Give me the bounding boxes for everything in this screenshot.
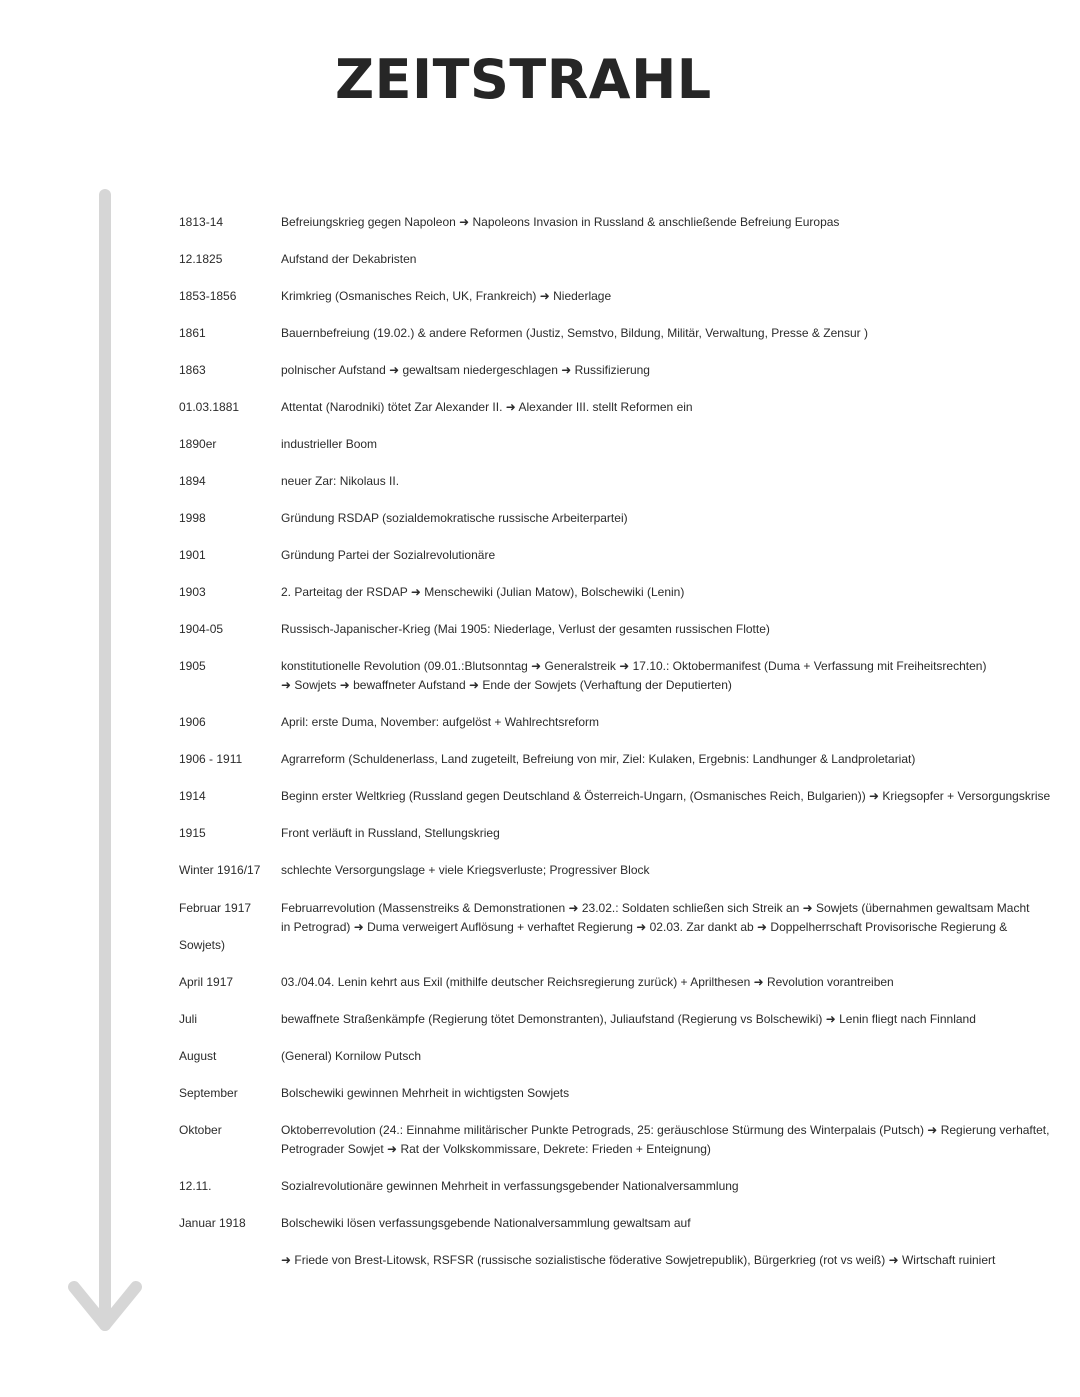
entry-date: April 1917 — [179, 975, 234, 989]
entry-text: Bolschewiki lösen verfassungsgebende Nationalversammlung gewaltsam auf — [281, 1216, 691, 1230]
entry-text: Krimkrieg (Osmanisches Reich, UK, Frankreich) ➜ Niederlage — [281, 289, 612, 303]
entry-date: 1861 — [179, 326, 206, 340]
entry-text: polnischer Aufstand ➜ gewaltsam niedergeschlagen ➜ Russifizierung — [281, 363, 650, 377]
entry-date: 1904-05 — [179, 622, 224, 636]
entry-date: 1906 - 1911 — [179, 752, 243, 766]
entry-text: (General) Kornilow Putsch — [281, 1049, 422, 1063]
timeline-line-icon — [60, 185, 150, 1345]
entry-date: 01.03.1881 — [179, 400, 240, 414]
entry-date-continued: Sowjets) — [179, 938, 226, 952]
page-title: ZEITSTRAHL — [335, 48, 712, 111]
entry-text: Bauernbefreiung (19.02.) & andere Reformen (Justiz, Semstvo, Bildung, Militär, Verwaltung, Presse & Zensur ) — [281, 326, 868, 340]
entry-date: 1901 — [179, 548, 206, 562]
entry-date: 1906 — [179, 715, 206, 729]
entry-date: 12.11. — [179, 1179, 212, 1193]
entry-text: Front verläuft in Russland, Stellungskrieg — [281, 826, 500, 840]
entry-text: Aufstand der Dekabristen — [281, 252, 417, 266]
entry-text: bewaffnete Straßenkämpfe (Regierung tötet Demonstranten), Juliaufstand (Regierung vs Bolschewiki) ➜ Lenin fliegt nach Finnland — [281, 1012, 976, 1026]
entry-date: Januar 1918 — [179, 1216, 246, 1230]
entry-date: September — [179, 1086, 238, 1100]
entry-text: Gründung Partei der Sozialrevolutionäre — [281, 548, 496, 562]
entry-text: schlechte Versorgungslage + viele Kriegsverluste; Progressiver Block — [281, 863, 650, 877]
entry-date: 1903 — [179, 585, 206, 599]
entry-text: Bolschewiki gewinnen Mehrheit in wichtigsten Sowjets — [281, 1086, 570, 1100]
entry-date: 1863 — [179, 363, 206, 377]
entry-text: 03./04.04. Lenin kehrt aus Exil (mithilfe deutscher Reichsregierung zurück) + Aprilthesen ➜ Revolution vorantreiben — [281, 975, 894, 989]
entry-date: 1894 — [179, 474, 206, 488]
entry-date: Oktober — [179, 1123, 222, 1137]
entry-text: Agrarreform (Schuldenerlass, Land zugeteilt, Befreiung von mir, Ziel: Kulaken, Ergebnis: Landhunger & Landproletariat) — [281, 752, 916, 766]
entry-text: ➜ Friede von Brest-Litowsk, RSFSR (russische sozialistische föderative Sowjetrepublik), Bürgerkrieg (rot vs weiß) ➜ Wirtschaft ruiniert — [281, 1253, 996, 1267]
entry-date: 1890er — [179, 437, 217, 451]
entry-text-continued: ➜ Sowjets ➜ bewaffneter Aufstand ➜ Ende der Sowjets (Verhaftung der Deputierten) — [281, 678, 732, 692]
entry-text: Gründung RSDAP (sozialdemokratische russische Arbeiterpartei) — [281, 511, 628, 525]
entry-text: April: erste Duma, November: aufgelöst + Wahlrechtsreform — [281, 715, 600, 729]
entry-date: 1853-1856 — [179, 289, 237, 303]
entry-text: industrieller Boom — [281, 437, 378, 451]
entry-date: 12.1825 — [179, 252, 223, 266]
entry-text-continued: in Petrograd) ➜ Duma verweigert Auflösung + verhaftet Regierung ➜ 02.03. Zar dankt ab ➜ Doppelherrschaft Provisorische Regierung & — [281, 920, 1008, 934]
entry-text: Beginn erster Weltkrieg (Russland gegen Deutschland & Österreich-Ungarn, (Osmanisches Reich, Bulgarien)) ➜ Kriegsopfer + Versorgungskrise — [281, 789, 1051, 803]
entry-text: neuer Zar: Nikolaus II. — [281, 474, 400, 488]
entry-text: Oktoberrevolution (24.: Einnahme militärischer Punkte Petrograds, 25: geräuschlose Stürmung des Winterpalais (Putsch) ➜ Regierung verhaftet, — [281, 1123, 1050, 1137]
entry-date: Februar 1917 — [179, 901, 252, 915]
entry-date: 1914 — [179, 789, 206, 803]
entry-text: Sozialrevolutionäre gewinnen Mehrheit in verfassungsgebender Nationalversammlung — [281, 1179, 739, 1193]
entry-date: 1905 — [179, 659, 206, 673]
entry-date: Winter 1916/17 — [179, 863, 261, 877]
entry-text: Russisch-Japanischer-Krieg (Mai 1905: Niederlage, Verlust der gesamten russischen Flotte) — [281, 622, 770, 636]
entry-text-continued: Petrograder Sowjet ➜ Rat der Volkskommissare, Dekrete: Frieden + Enteignung) — [281, 1142, 711, 1156]
entry-text: Februarrevolution (Massenstreiks & Demonstrationen ➜ 23.02.: Soldaten schließen sich Streik an ➜ Sowjets (übernahmen gewaltsam Macht — [281, 901, 1030, 915]
entry-date: 1813-14 — [179, 215, 224, 229]
entry-date: 1915 — [179, 826, 206, 840]
entry-text: Befreiungskrieg gegen Napoleon ➜ Napoleons Invasion in Russland & anschließende Befreiung Europas — [281, 215, 840, 229]
entry-date: Juli — [179, 1012, 198, 1026]
entry-text: 2. Parteitag der RSDAP ➜ Menschewiki (Julian Matow), Bolschewiki (Lenin) — [281, 585, 685, 599]
entry-text: Attentat (Narodniki) tötet Zar Alexander II. ➜ Alexander III. stellt Reformen ein — [281, 400, 693, 414]
entry-date: August — [179, 1049, 217, 1063]
entry-date: 1998 — [179, 511, 206, 525]
entry-text: konstitutionelle Revolution (09.01.:Blutsonntag ➜ Generalstreik ➜ 17.10.: Oktobermanifest (Duma + Verfassung mit Freiheitsrechten) — [281, 659, 987, 673]
